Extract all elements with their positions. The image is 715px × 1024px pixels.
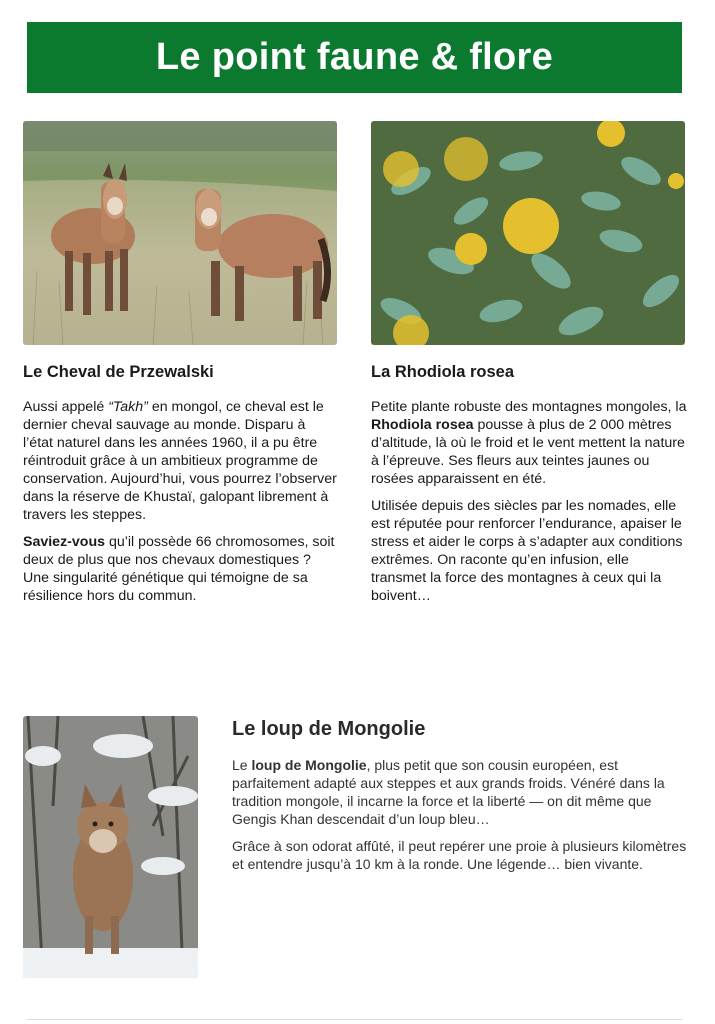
plant-p1-start: Petite plante robuste des montagnes mongoles, la bbox=[371, 399, 687, 415]
plant-article bbox=[371, 362, 687, 614]
plant-photo bbox=[371, 121, 685, 345]
wolf-photo bbox=[23, 716, 198, 978]
page-title: Le point faune & flore bbox=[155, 36, 554, 78]
footer-divider bbox=[27, 1019, 682, 1020]
wolf-p1-start: Le bbox=[232, 757, 252, 773]
wolf-title: Le loup de Mongolie bbox=[232, 718, 426, 740]
horse-paragraph-1 bbox=[23, 398, 339, 524]
horse-photo bbox=[23, 121, 337, 345]
wolf-paragraph-2: Grâce à son odorat affûté, il peut repérer une proie à plusieurs kilomètres et entendre jusqu’à 10 km à la ronde. Une légende… bien vivante. bbox=[232, 838, 687, 872]
horse-paragraph-2 bbox=[23, 533, 339, 605]
horse-article bbox=[23, 362, 339, 614]
horse-p1-italic: “Takh” bbox=[108, 399, 148, 415]
plant-paragraph-1 bbox=[371, 398, 687, 488]
wolf-paragraph-1 bbox=[232, 756, 687, 828]
wolf-p1-end: , plus petit que son cousin européen, est parfaitement adapté aux steppes et aux grands froids. Vénéré dans la tradition mongole, il incarne la force et la liberté — on dit même que Gengis Khan descendait d’un loup bleu… bbox=[232, 757, 665, 827]
horse-p2-rest: qu’il possède 66 chromosomes, soit deux de plus que nos chevaux domestiques ? Une singularité génétique qui témoigne de sa résilience hors du commun. bbox=[23, 534, 335, 604]
horse-p1-start: Aussi appelé bbox=[23, 399, 109, 415]
wolf-p1-bold: loup de Mongolie bbox=[251, 757, 367, 773]
wolf-article bbox=[232, 716, 687, 882]
horse-p1-end: en mongol, ce cheval est le dernier cheval sauvage au monde. Disparu à l’état naturel dans les années 1960, il a pu être réintroduit grâce à un ambitieux programme de conservation. Aujourd’hui, vous pourrez l’observer dans la réserve de Khustaï, galopant librement à travers les steppes. bbox=[23, 399, 337, 523]
plant-p1-bold: Rhodiola rosea bbox=[371, 417, 474, 433]
plant-p1-end: pousse à plus de 2 000 mètres d’altitude, là où le froid et le vent mettent la nature à l’épreuve. Ses fleurs aux teintes jaunes ou rosées apparaissent en été. bbox=[371, 417, 685, 487]
horse-title: Le Cheval de Przewalski bbox=[23, 363, 214, 381]
horse-p2-bold: Saviez-vous bbox=[23, 534, 106, 550]
plant-paragraph-2: Utilisée depuis des siècles par les nomades, elle est réputée pour renforcer l’endurance, apaiser le stress et aider le corps à s’adapter aux conditions extrêmes. On raconte qu’en infusion, elle transmet la force des montagnes à ceux qui la boivent… bbox=[371, 498, 683, 604]
header-banner bbox=[27, 22, 682, 93]
plant-title: La Rhodiola rosea bbox=[371, 363, 515, 381]
